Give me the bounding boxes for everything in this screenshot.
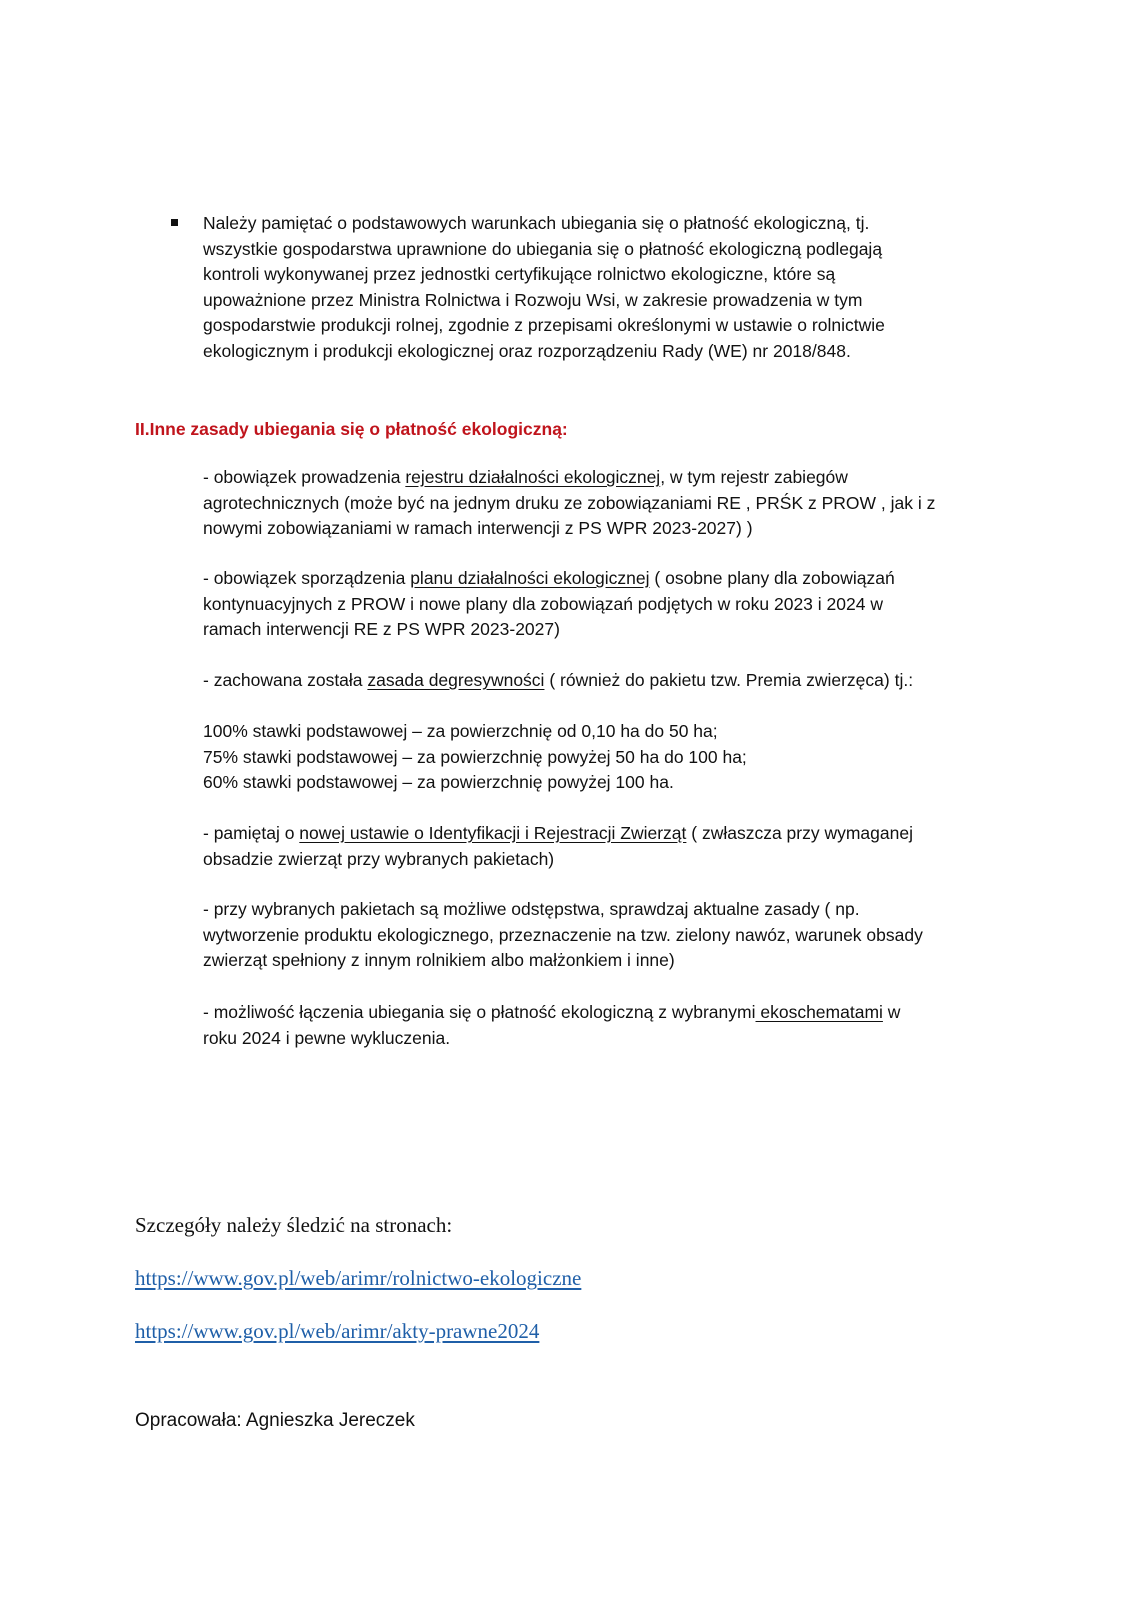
text-segment: - pamiętaj o — [203, 823, 300, 843]
text-line: agrotechnicznych (może być na jednym druku ze zobowiązaniami RE , PRŚK z PROW , jak i z — [203, 492, 936, 513]
text-line: wszystkie gospodarstwa uprawnione do ubiegania się o płatność ekologiczną podlegają — [203, 238, 883, 259]
text-line: ramach interwencji RE z PS WPR 2023-2027) — [203, 619, 560, 639]
underlined-term: zasada degresywności — [367, 670, 545, 690]
text-line: roku 2024 i pewne wykluczenia. — [203, 1027, 451, 1048]
exceptions-paragraph — [203, 897, 1003, 974]
bullet-text — [203, 211, 1011, 364]
author-line: Opracowała: Agnieszka Jereczek — [135, 1410, 415, 1431]
text-segment: - zachowana została — [203, 670, 368, 690]
degression-paragraph — [203, 668, 1003, 694]
text-line: obsadzie zwierząt przy wybranych pakietach) — [203, 848, 555, 869]
text-segment: w — [882, 1002, 901, 1022]
text-line: ekologicznym i produkcji ekologicznej oraz rozporządzeniu Rady (WE) nr 2018/848. — [203, 340, 851, 361]
underlined-term: rejestru działalności ekologicznej — [405, 467, 661, 487]
animals-paragraph — [203, 821, 1003, 872]
text-segment: ( osobne plany dla zobowiązań — [649, 568, 895, 588]
square-bullet-icon — [171, 219, 178, 226]
text-segment: - obowiązek prowadzenia — [203, 467, 406, 487]
link-rolnictwo-ekologiczne[interactable]: https://www.gov.pl/web/arimr/rolnictwo-ekologiczne — [135, 1266, 582, 1290]
text-line — [203, 566, 1003, 592]
rate-line: 75% stawki podstawowej – za powierzchnię powyżej 50 ha do 100 ha; — [203, 746, 747, 767]
underlined-term: planu działalności ekologicznej — [410, 568, 650, 588]
link-akty-prawne[interactable]: https://www.gov.pl/web/arimr/akty-prawne2024 — [135, 1319, 540, 1343]
text-segment: , w tym rejestr zabiegów — [660, 467, 848, 487]
text-line: upoważnione przez Ministra Rolnictwa i Rozwoju Wsi, w zakresie prowadzenia w tym — [203, 289, 863, 310]
details-label: Szczegóły należy śledzić na stronach: — [135, 1213, 453, 1237]
text-line: gospodarstwie produkcji rolnej, zgodnie z przepisami określonymi w ustawie o rolnictwie — [203, 315, 885, 335]
section-heading: II.Inne zasady ubiegania się o płatność ekologiczną: — [135, 419, 568, 439]
text-line: wytworzenie produktu ekologicznego, przeznaczenie na tzw. zielony nawóz, warunek obsady — [203, 924, 923, 945]
text-line — [203, 668, 1003, 694]
text-line — [203, 821, 1003, 847]
text-line: zwierząt spełniony z innym rolnikiem albo małżonkiem i inne) — [203, 950, 675, 970]
text-line: kontroli wykonywanej przez jednostki certyfikujące rolnictwo ekologiczne, które są — [203, 264, 836, 284]
rate-line: 100% stawki podstawowej – za powierzchnię od 0,10 ha do 50 ha; — [203, 721, 718, 741]
text-segment: - możliwość łączenia ubiegania się o płatność ekologiczną z wybranymi — [203, 1002, 756, 1022]
underlined-term: ekoschematami — [755, 1002, 883, 1022]
text-line: nowymi zobowiązaniami w ramach interwencji z PS WPR 2023-2027) ) — [203, 518, 753, 538]
text-line: - przy wybranych pakietach są możliwe odstępstwa, sprawdzaj aktualne zasady ( np. — [203, 899, 860, 919]
ecoschemes-paragraph — [203, 1000, 1003, 1051]
text-segment: - obowiązek sporządzenia — [203, 568, 411, 588]
underlined-term: nowej ustawie o Identyfikacji i Rejestracji Zwierząt — [299, 823, 687, 843]
rate-line: 60% stawki podstawowej – za powierzchnię powyżej 100 ha. — [203, 772, 674, 792]
plan-paragraph — [203, 566, 1003, 643]
text-line — [203, 1000, 1003, 1026]
text-line: Należy pamiętać o podstawowych warunkach ubiegania się o płatność ekologiczną, tj. — [203, 213, 870, 233]
text-line — [203, 465, 1003, 491]
text-line: kontynuacyjnych z PROW i nowe plany dla zobowiązań podjętych w roku 2023 i 2024 w — [203, 593, 883, 614]
text-segment: ( zwłaszcza przy wymaganej — [686, 823, 913, 843]
register-paragraph — [203, 465, 1003, 542]
text-segment: ( również do pakietu tzw. Premia zwierzęca) tj.: — [544, 670, 914, 690]
rates-list — [203, 719, 1003, 796]
